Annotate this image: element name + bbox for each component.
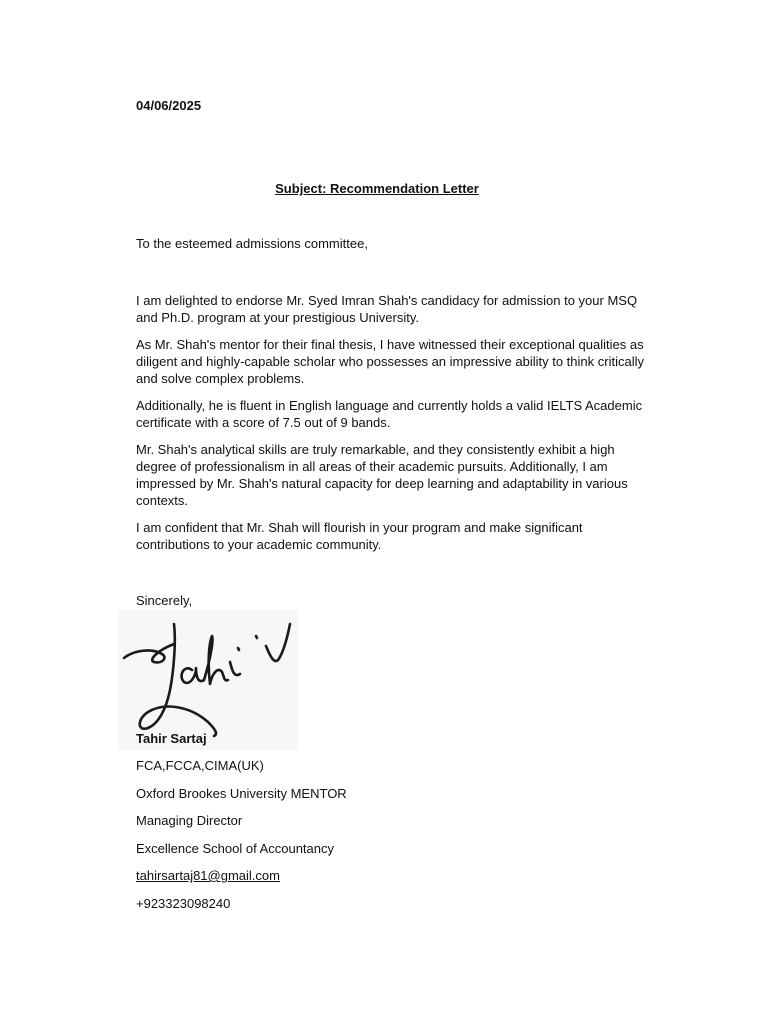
signer-name: Tahir Sartaj [136, 731, 207, 746]
body-paragraph-3: Additionally, he is fluent in English language and currently holds a valid IELTS Academic certificate with a score of 7.5 out of 9 bands. [136, 398, 643, 430]
signer-email-line [136, 868, 280, 883]
signer-credentials: FCA,FCCA,CIMA(UK) [136, 758, 264, 773]
signer-email-link[interactable]: tahirsartaj81@gmail.com [136, 868, 280, 883]
body-paragraph-2: As Mr. Shah's mentor for their final thesis, I have witnessed their exceptional qualities as diligent and highly-capable scholar who possesses an impressive ability to think critically and solve complex problems. [136, 337, 644, 386]
handwritten-signature [118, 610, 298, 750]
signer-organization: Excellence School of Accountancy [136, 841, 335, 856]
letter-subject: Subject: Recommendation Letter [275, 181, 479, 196]
letter-body [136, 292, 646, 563]
signature-icon [118, 610, 298, 750]
letter-salutation: To the esteemed admissions committee, [136, 236, 368, 251]
signer-title: Managing Director [136, 813, 243, 828]
letter-closing: Sincerely, [136, 593, 193, 608]
body-paragraph-4: Mr. Shah's analytical skills are truly remarkable, and they consistently exhibit a high degree of professionalism in all areas of their academic pursuits. Additionally, I am impressed by Mr. Shah's natural capacity for deep learning and adaptability in various contexts. [136, 442, 628, 508]
signer-role: Oxford Brookes University MENTOR [136, 786, 347, 801]
signer-phone: +923323098240 [136, 896, 231, 911]
body-paragraph-1: I am delighted to endorse Mr. Syed Imran Shah's candidacy for admission to your MSQ and Ph.D. program at your prestigious University. [136, 293, 638, 325]
body-paragraph-5: I am confident that Mr. Shah will flourish in your program and make significant contributions to your academic community. [136, 520, 583, 552]
letter-date: 04/06/2025 [136, 98, 202, 113]
